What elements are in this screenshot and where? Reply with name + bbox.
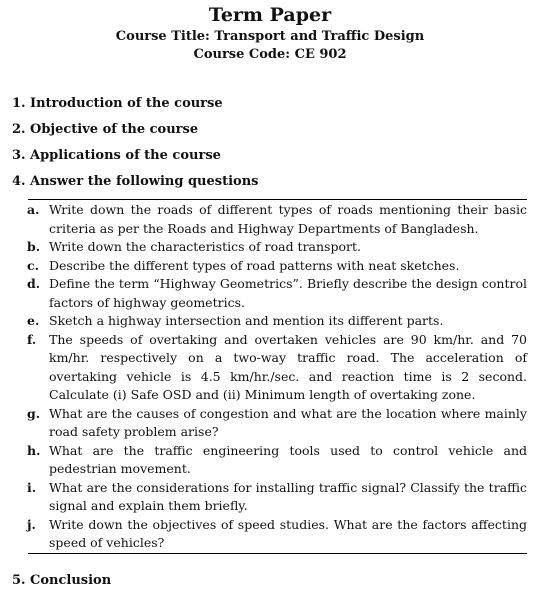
question-item: [27, 201, 527, 238]
question-label: h.: [27, 442, 41, 458]
page-title: Term Paper: [208, 4, 332, 26]
question-text: The speeds of overtaking and overtaken vehicles are 90 km/hr. and 70 km/hr. respectively on a two-way traffic road. The acceleration of overtaking vehicle is 4.5 km/hr./sec. and reaction time is 2 second. Calculate (i) Safe OSD and (ii) Minimum length of overtaking zone.: [49, 331, 527, 402]
question-label: j.: [27, 516, 36, 532]
item-number: 3.: [12, 148, 26, 163]
item-number: 5.: [12, 573, 26, 588]
item-number: 4.: [12, 174, 26, 189]
question-label: g.: [27, 405, 41, 421]
question-text: What are the traffic engineering tools used to control vehicle and pedestrian movement.: [49, 442, 527, 476]
question-list: [27, 201, 527, 553]
list-item-objective: [12, 122, 198, 137]
question-text: Write down the objectives of speed studies. What are the factors affecting speed of vehicles?: [49, 516, 527, 550]
question-item: [27, 405, 527, 442]
question-text: Describe the different types of road patterns with neat sketches.: [49, 257, 460, 273]
question-label: c.: [27, 257, 39, 273]
question-item: [27, 479, 527, 516]
question-label: f.: [27, 331, 37, 347]
question-item: [27, 275, 527, 312]
question-item: [27, 238, 527, 257]
bottom-divider: [28, 553, 527, 554]
question-item: [27, 312, 527, 331]
item-text: Applications of the course: [30, 148, 221, 163]
question-text: Write down the roads of different types of roads mentioning their basic criteria as per the Roads and Highway Departments of Bangladesh.: [49, 202, 527, 236]
item-number: 1.: [12, 96, 26, 111]
question-label: d.: [27, 276, 41, 291]
item-text: Objective of the course: [30, 122, 199, 137]
item-text: Answer the following questions: [30, 174, 259, 189]
question-label: a.: [27, 202, 40, 217]
question-text: Write down the characteristics of road transport.: [49, 239, 361, 254]
item-text: Introduction of the course: [30, 96, 223, 111]
question-text: Define the term “Highway Geometrics”. Briefly describe the design control factors of highway geometrics.: [49, 276, 527, 310]
top-divider: [28, 199, 527, 200]
question-label: b.: [27, 239, 41, 254]
item-number: 2.: [12, 122, 26, 137]
question-label: i.: [27, 479, 37, 495]
question-item: [27, 516, 527, 553]
list-item-questions: [12, 174, 258, 189]
list-item-applications: [12, 148, 221, 163]
question-item: [27, 442, 527, 479]
question-text: Sketch a highway intersection and mention its different parts.: [49, 313, 444, 328]
list-item-conclusion: [12, 573, 111, 588]
item-text: Conclusion: [30, 573, 112, 588]
course-code: Course Code: CE 902: [193, 47, 347, 62]
course-title: Course Title: Transport and Traffic Design: [115, 29, 425, 44]
list-item-introduction: [12, 96, 223, 111]
question-label: e.: [27, 313, 40, 328]
question-text: What are the considerations for installing traffic signal? Classify the traffic signal and explain them briefly.: [49, 479, 527, 513]
question-item: [27, 257, 527, 276]
question-text: What are the causes of congestion and what are the location where mainly road safety problem arise?: [49, 405, 527, 439]
question-item: [27, 331, 527, 405]
